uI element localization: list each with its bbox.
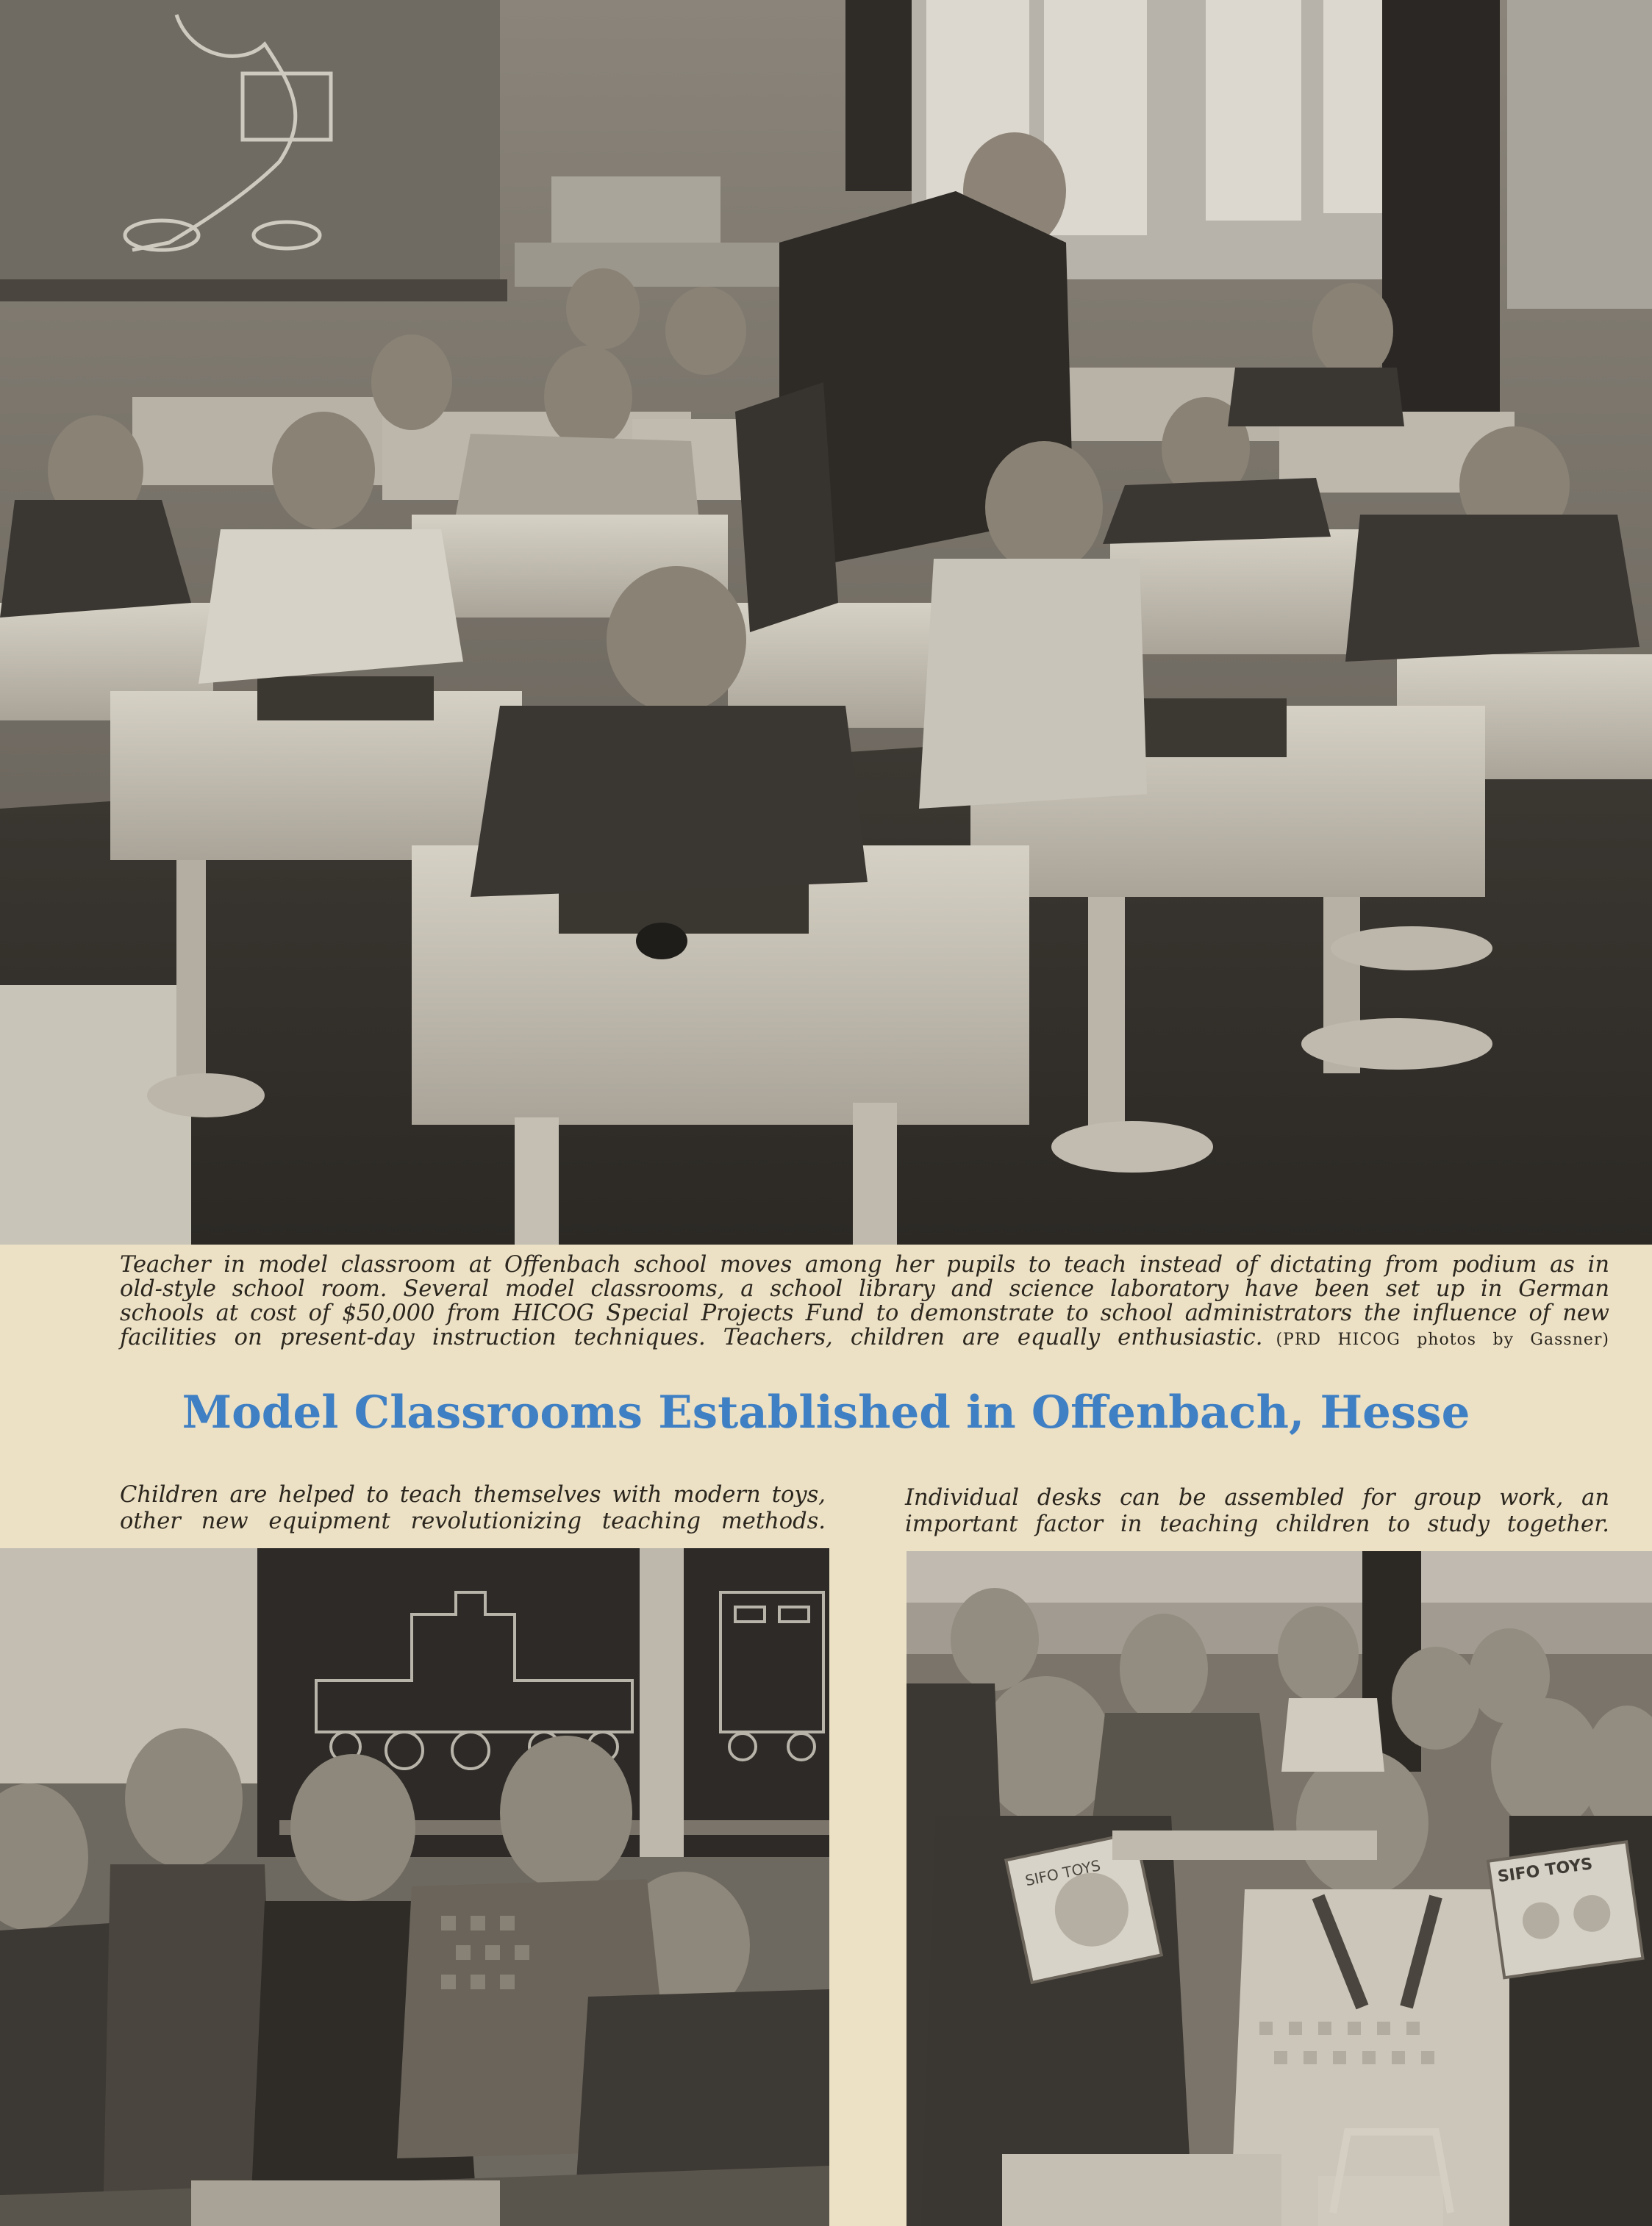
caption-line: Children are helped to teach themselves with modern toys, (120, 1482, 826, 1508)
page-headline: Model Classrooms Established in Offenbach, Hesse (182, 1386, 1470, 1439)
caption-line: Teacher in model classroom at Offenbach school moves among her pupils to teach instead of dictating from podium as in (120, 1252, 1609, 1278)
caption-line: schools at cost of $50,000 from HICOG Special Projects Fund to demonstrate to school administrators the influence of new (120, 1300, 1609, 1326)
caption-line: old-style school room. Several model classrooms, a school library and science laboratory have been set up in German (120, 1276, 1609, 1302)
bottom-left-caption (120, 1482, 826, 1535)
caption-line: other new equipment revolutionizing teaching methods. (120, 1509, 826, 1534)
bottom-right-group-work-photo (907, 1551, 1652, 2226)
toy-box-label: SIFO TOYS (1496, 1855, 1594, 1887)
caption-line: important factor in teaching children to study together. (905, 1511, 1609, 1537)
bottom-left-toys-photo (0, 1548, 829, 2226)
caption-line-last (120, 1325, 1609, 1352)
group-desks-photo-icon (907, 1551, 1652, 2226)
caption-line: Individual desks can be assembled for group work, an (905, 1485, 1609, 1511)
toy-box-label: SIFO TOYS (1023, 1856, 1102, 1890)
children-with-toys-photo-icon (0, 1548, 829, 2226)
top-photo-caption (120, 1253, 1609, 1352)
bottom-right-caption (905, 1485, 1609, 1538)
caption-text: facilities on present-day instruction techniques. Teachers, children are equally enthusiastic. (120, 1325, 1263, 1350)
photo-credit: (PRD HICOG photos by Gassner) (1276, 1331, 1609, 1349)
